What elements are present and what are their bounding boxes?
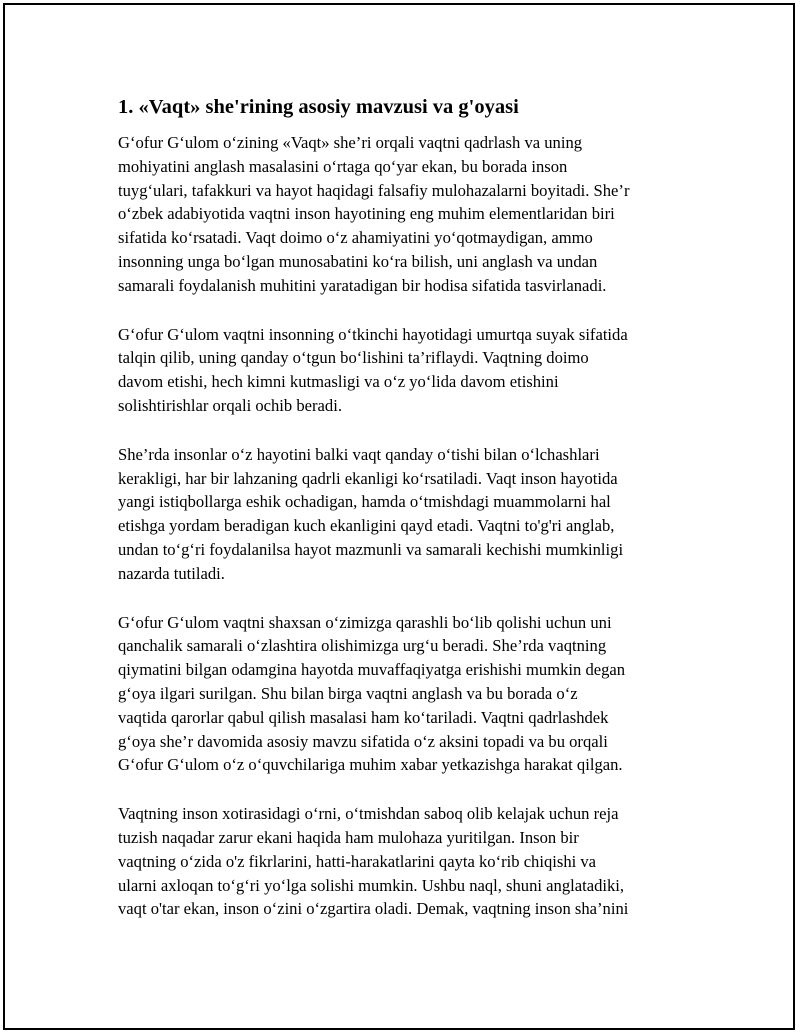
text-line: mohiyatini anglash masalasini o‘rtaga qo‘yar ekan, bu borada inson — [118, 156, 568, 176]
document-body — [118, 93, 688, 946]
paragraph-3 — [118, 443, 688, 586]
text-line: vaqt o'tar ekan, inson o‘zini o‘zgartira oladi. Demak, vaqtning inson sha’nini — [118, 899, 629, 919]
paragraph-5 — [118, 802, 688, 921]
paragraph-4 — [118, 611, 688, 778]
text-line: yangi istiqbollarga eshik ochadigan, hamda o‘tmishdagi muammolarni hal — [118, 492, 611, 512]
text-line: insonning unga bo‘lgan munosabatini ko‘ra bilish, uni anglash va undan — [118, 251, 598, 271]
text-line: etishga yordam beradigan kuch ekanligini qayd etadi. Vaqtni to'g'ri anglab, — [118, 516, 615, 536]
text-line: qiymatini bilgan odamgina hayotda muvaffaqiyatga erishishi mumkin degan — [118, 660, 626, 680]
text-line: qanchalik samarali o‘zlashtira olishimizga urg‘u beradi. She’rda vaqtning — [118, 636, 607, 656]
text-line: davom etishi, hech kimni kutmasligi va o‘z yo‘lida davom etishini — [118, 372, 559, 392]
text-line: Vaqtning inson xotirasidagi o‘rni, o‘tmishdan saboq olib kelajak uchun reja — [118, 804, 619, 824]
text-line: g‘oya ilgari surilgan. Shu bilan birga vaqtni anglash va bu borada o‘z — [118, 683, 578, 703]
text-line: solishtirishlar orqali ochib beradi. — [118, 395, 342, 415]
text-line: vaqtida qarorlar qabul qilish masalasi ham ko‘tariladi. Vaqtni qadrlashdek — [118, 707, 609, 727]
text-line: tuzish naqadar zarur ekani haqida ham mulohaza yuritilgan. Inson bir — [118, 827, 579, 847]
text-line: o‘zbek adabiyotida vaqtni inson hayotining eng muhim elementlaridan biri — [118, 204, 615, 224]
text-line: kerakligi, har bir lahzaning qadrli ekanligi ko‘rsatiladi. Vaqt inson hayotida — [118, 468, 618, 488]
text-line: G‘ofur G‘ulom o‘zining «Vaqt» she’ri orqali vaqtni qadrlash va uning — [118, 133, 583, 152]
text-line: g‘oya she’r davomida asosiy mavzu sifatida o‘z aksini topadi va bu orqali — [118, 731, 608, 751]
text-line: nazarda tutiladi. — [118, 563, 225, 583]
text-line: talqin qilib, uning qanday o‘tgun bo‘lishini ta’riflaydi. Vaqtning doimo — [118, 348, 589, 368]
text-line: sifatida ko‘rsatadi. Vaqt doimo o‘z ahamiyatini yo‘qotmaydigan, ammo — [118, 228, 593, 248]
text-line: samarali foydalanish muhitini yaratadigan bir hodisa sifatida tasvirlanadi. — [118, 275, 607, 295]
text-line: ularni axloqan to‘g‘ri yo‘lga solishi mumkin. Ushbu naql, shuni anglatadiki, — [118, 875, 625, 895]
section-heading: 1. «Vaqt» she'rining asosiy mavzusi va g'oyasi — [118, 96, 519, 118]
paragraph-2 — [118, 323, 688, 418]
text-line: G‘ofur G‘ulom vaqtni shaxsan o‘zimizga qarashli bo‘lib qolishi uchun uni — [118, 612, 612, 632]
text-line: vaqtning o‘zida o'z fikrlarini, hatti-harakatlarini qayta ko‘rib chiqishi va — [118, 851, 597, 871]
text-line: tuyg‘ulari, tafakkuri va hayot haqidagi falsafiy mulohazalarni boyitadi. She’r — [118, 180, 630, 200]
text-line: G‘ofur G‘ulom vaqtni insonning o‘tkinchi hayotidagi umurtqa suyak sifatida — [118, 324, 628, 344]
text-line: She’rda insonlar o‘z hayotini balki vaqt qanday o‘tishi bilan o‘lchashlari — [118, 444, 600, 464]
text-line: undan to‘g‘ri foydalanilsa hayot mazmunli va samarali kechishi mumkinligi — [118, 539, 624, 559]
text-line: G‘ofur G‘ulom o‘z o‘quvchilariga muhim xabar yetkazishga harakat qilgan. — [118, 755, 623, 775]
paragraph-1 — [118, 131, 688, 298]
